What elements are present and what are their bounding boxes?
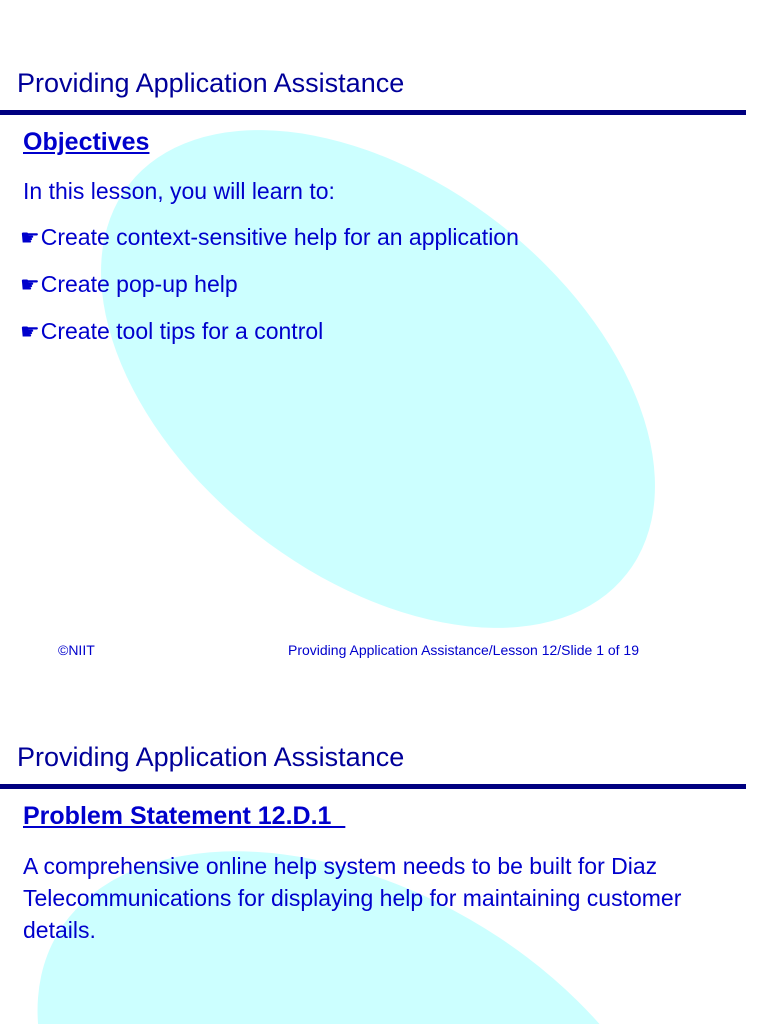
slide-title: Providing Application Assistance [17, 742, 405, 772]
pointing-hand-icon: ☛ [20, 273, 40, 298]
list-item [20, 271, 519, 318]
objectives-list [20, 224, 519, 365]
section-heading: Objectives [23, 128, 150, 156]
section-heading: Problem Statement 12.D.1 [23, 802, 346, 830]
pointing-hand-icon: ☛ [20, 226, 40, 251]
intro-text: In this lesson, you will learn to: [23, 178, 335, 204]
copyright-footer: ©NIIT [58, 642, 95, 658]
problem-statement-text: A comprehensive online help system needs to be built for Diaz Telecommunications for displaying help for maintaining customer details. [23, 853, 682, 943]
pointing-hand-icon: ☛ [20, 320, 40, 345]
bullet-text: Create context-sensitive help for an application [40, 224, 519, 250]
slide-2 [0, 690, 768, 1024]
slide-title: Providing Application Assistance [17, 68, 405, 98]
title-divider [0, 110, 746, 115]
list-item [20, 318, 519, 365]
list-item [20, 224, 519, 271]
bullet-text: Create pop-up help [40, 271, 238, 297]
title-divider [0, 784, 746, 789]
slide-number-footer: Providing Application Assistance/Lesson 12/Slide 1 of 19 [288, 642, 640, 658]
bullet-text: Create tool tips for a control [40, 318, 324, 344]
